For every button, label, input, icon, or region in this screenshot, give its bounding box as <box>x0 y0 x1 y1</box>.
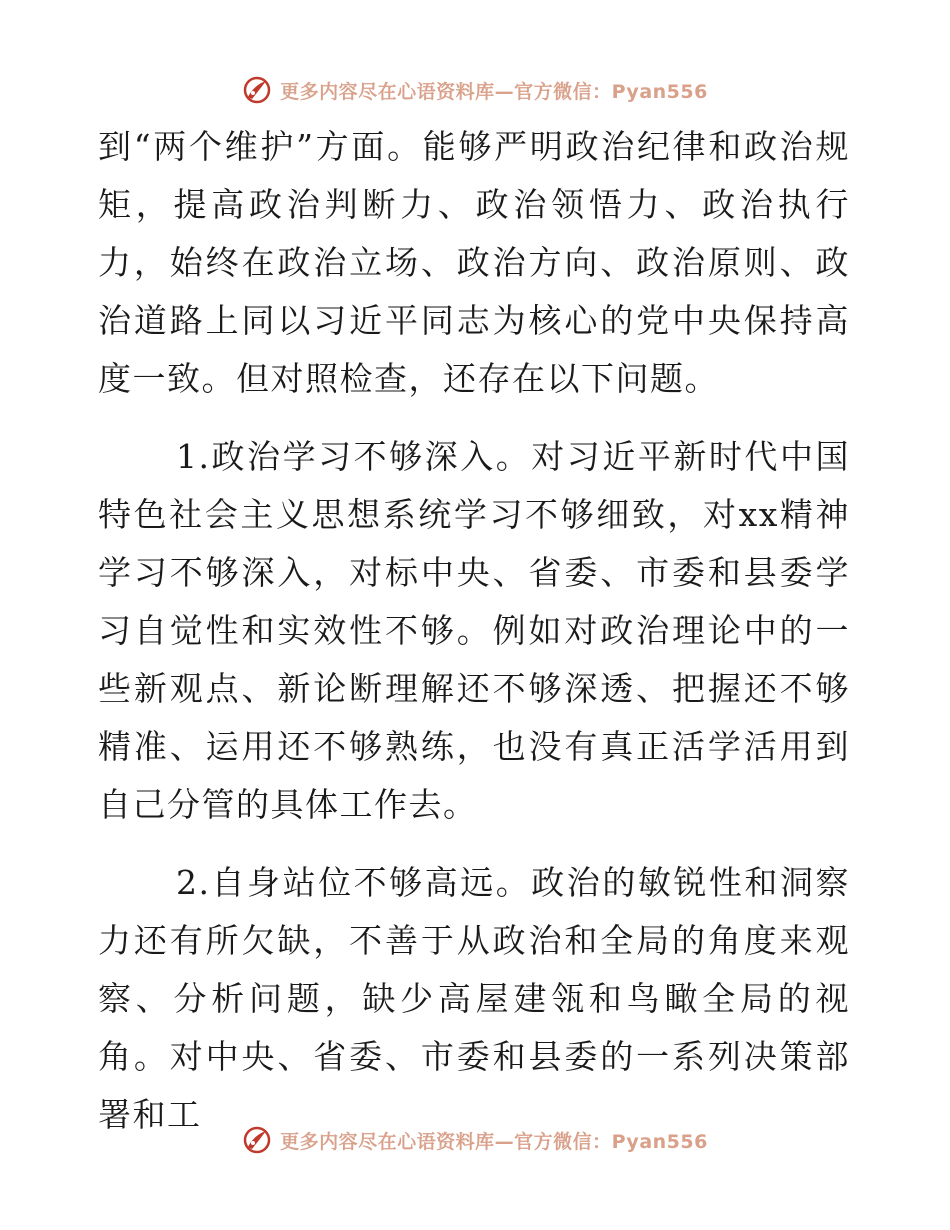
paragraph-item-2: 2.自身站位不够高远。政治的敏锐性和洞察力还有所欠缺，不善于从政治和全局的角度来观察、分析问题，缺少高屋建瓴和鸟瞰全局的视角。对中央、省委、市委和县委的一系列决策部署和工 <box>98 863 850 1134</box>
paragraph-intro: 到“两个维护”方面。能够严明政治纪律和政治规矩，提高政治判断力、政治领悟力、政治执行力，始终在政治立场、政治方向、政治原则、政治道路上同以习近平同志为核心的党中央保持高度一致。但对照检查，还存在以下问题。 <box>98 127 850 398</box>
brush-logo-icon <box>242 1125 272 1155</box>
footer-watermark <box>0 1120 950 1160</box>
brush-logo-icon <box>242 75 272 105</box>
header-watermark <box>0 70 950 110</box>
watermark-text: 更多内容尽在心语资料库—官方微信：Pyan556 <box>280 1130 708 1153</box>
document-body <box>98 118 850 1144</box>
paragraph-item-1: 1.政治学习不够深入。对习近平新时代中国特色社会主义思想系统学习不够细致，对xx精神学习不够深入，对标中央、省委、市委和县委学习自觉性和实效性不够。例如对政治理论中的一些新观点、新论断理解还不够深透、把握还不够精准、运用还不够熟练，也没有真正活学活用到自己分管的具体工作去。 <box>98 437 850 824</box>
watermark-text: 更多内容尽在心语资料库—官方微信：Pyan556 <box>280 80 708 103</box>
